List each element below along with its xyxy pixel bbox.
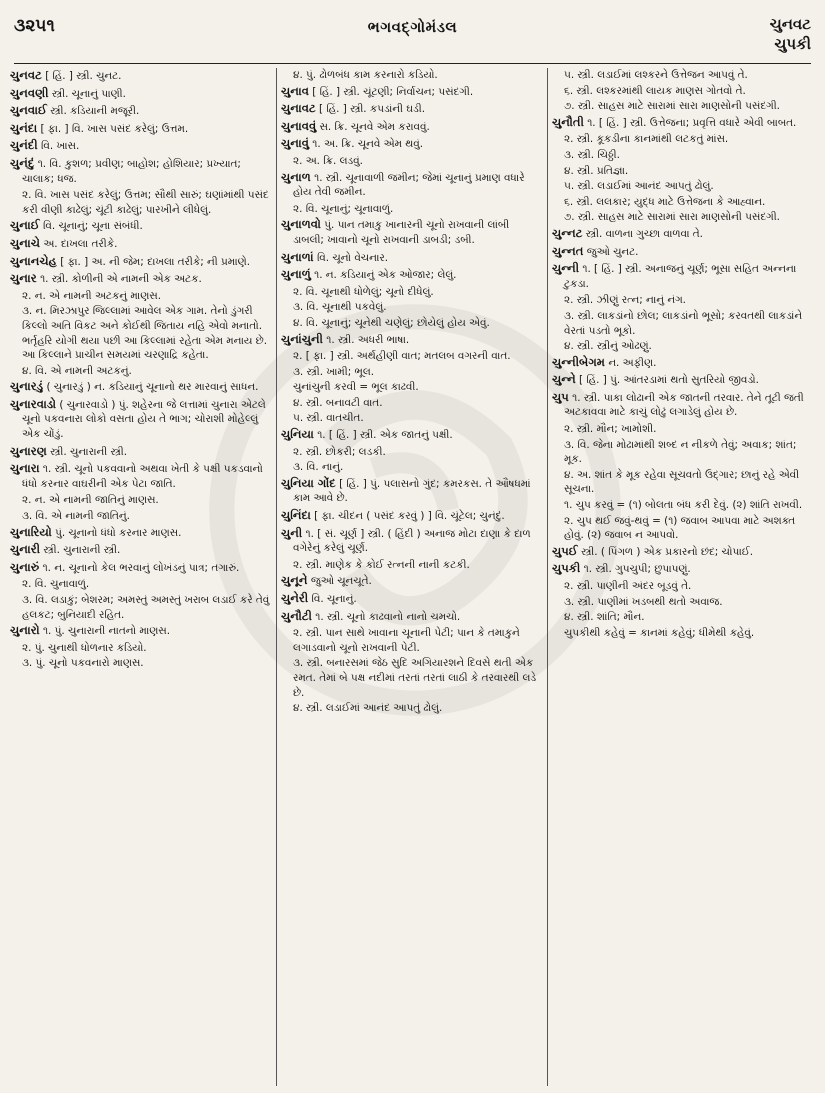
headword: ચુનૂને [281, 573, 308, 588]
definition: પું. પાન તમાકુ ખાનારની ચૂનો રાખવાની લાંબી ડાબલી; ખાવાનો ચૂનો રાખવાની ડાબડી; ડબી. [293, 219, 510, 246]
definition: અ. દાખલા તરીકે. [43, 237, 118, 250]
sense-line: ૭. સ્ત્રી. સાહસ માટે સારામાં સારા માણસોની પસંદગી. [564, 100, 780, 113]
dictionary-entry [10, 68, 272, 84]
definition: [ હિં. ] પું. પલાસનો ગુંદ; કમરકસ. તે ઔષધમાં કામ આવે છે. [293, 477, 531, 505]
definition: [ હિં. ] સ્ત્રી. કપડાંની ઘડી. [319, 103, 426, 116]
sense-line: ૩. વિ. જેના મોઢામાંથી શબ્દ ન નીકળે તેવું; અવાક; શાંત; મૂક. [564, 438, 797, 466]
dictionary-entry [10, 542, 272, 558]
definition: ૧. સ્ત્રી. પાકા લોઢાની એક જાતની તરવાર. તેને તૂટી જતી અટકાવવા માટે કાચું લોઢું લગાડેલું હોય છે. [564, 391, 804, 419]
sense-line: ૨. સ્ત્રી. પાન સાથે ખાવાના ચૂનાની પેટી; પાન કે તમાકુને લગાડવાનો ચૂનો રાખવાની પેટી. [293, 627, 520, 654]
dictionary-entry [10, 271, 272, 287]
definition: ૧. અ. ક્રિ. ચૂનવે એમ થવું. [312, 138, 424, 151]
headword: ચુનારણ [10, 443, 47, 458]
sense-line: ૫. સ્ત્રી. વાતચીત. [293, 412, 364, 425]
sense-line: ૬. સ્ત્રી. લશ્કરમાંથી લાયક માણસ ગોતવો તે. [564, 84, 746, 97]
headword: ચુનારિયો [10, 524, 52, 539]
definition: જુઓ ચૂનચૂતે. [310, 575, 372, 588]
sense-line: ચુનાંચુની કરવી = ભૂલ કાઢવી. [293, 381, 419, 394]
sense-line: ૩. સ્ત્રી. બનારસમાં જેઠ સુદિ અગિયારશને દિવસે થતી એક રમત. તેમાં બે પક્ષ નદીમાં તરતાં તરતાં લાઠી કે તરવારથી લડે છે. [293, 657, 537, 699]
headword: ચુન્નીબેગમ [552, 354, 605, 369]
sense-line: ૨. અ. ક્રિ. લડવું. [293, 154, 363, 167]
headword: ચુનવાઈ [10, 103, 47, 118]
sense-line: ૨. ચુપ થઈ જવું-થવું = (૧) જવાબ આપવા માટે અશક્ત હોવું. (૨) જવાબ ન આપવો. [564, 514, 796, 542]
dictionary-entry [10, 444, 272, 460]
definition: [ હિં. ] પું. આંતરડામાં થતો સુતરિયો જીવડો. [579, 374, 759, 387]
dictionary-entry [281, 84, 543, 100]
definition: ૧. સ્ત્રી. ચૂનો કાઢવાનો નાનો ચમચો. [315, 610, 461, 623]
dictionary-entry [281, 508, 543, 524]
definition: ૧. [ હિં. ] સ્ત્રી. ઉત્તેજના; પ્રવૃત્તિ વધારે એવી બાબત. [587, 116, 797, 129]
headword: ચુનૌટી [281, 608, 312, 623]
sense-line: ૨. વિ. ચૂનાનું; ચૂનાવાળું. [293, 202, 394, 215]
definition: વિ. ચૂનો વેચનાર. [316, 251, 389, 264]
dictionary-entry [10, 138, 272, 154]
dictionary-entry [281, 609, 543, 625]
headword: ચુનારા [10, 461, 40, 476]
sense-line: ૩. પું. ચૂનો પકવનારો માણસ. [22, 657, 144, 670]
headword: ચુનાઈ [10, 218, 40, 233]
definition: [ ફા. ] વિ. ખાસ પસંદ કરેલું; ઉત્તમ. [40, 122, 189, 135]
headword: ચુનાંચુની [281, 331, 323, 346]
dictionary-entry [281, 332, 543, 348]
dictionary-entry [10, 461, 272, 491]
sense-line: ૩. સ્ત્રી. ખામી; ભૂલ. [293, 365, 375, 378]
dictionary-entry [281, 170, 543, 200]
dictionary-entry [281, 476, 543, 506]
sense-line: ૨. સ્ત્રી. માણેક કે કોઈ રત્નની નાની કટકી. [293, 558, 470, 571]
dictionary-entry [552, 372, 815, 388]
headword: ચુનિયા [281, 427, 314, 442]
headword: ચુનાનચેહ [10, 253, 57, 268]
definition: ૧. સ્ત્રી. કોળીની એ નામની એક અટક. [40, 273, 202, 286]
dictionary-entry [10, 379, 272, 395]
headword: ચુનાવટ [281, 101, 316, 116]
dictionary-entry [552, 561, 815, 577]
column-divider [547, 68, 548, 1086]
sense-line: ૩. વિ. ચૂનાથી પકવેલું. [293, 301, 387, 314]
dictionary-entry [10, 560, 272, 576]
dictionary-entry [10, 397, 272, 442]
sense-line: ૩. સ્ત્રી. પાણીમાં ખડબથી થતો અવાજ. [564, 595, 723, 608]
definition: વિ. ચૂનાનું; ચૂના સંબંધી. [43, 220, 143, 233]
definition: ૧. [ હિં. ] સ્ત્રી. એક જાતનું પક્ષી. [317, 429, 453, 442]
sense-line: ૨. સ્ત્રી. મૌન; ખામોશી. [564, 423, 657, 436]
dictionary-entry [10, 121, 272, 137]
dictionary-entry [281, 427, 543, 443]
sense-line: ૪. પું. ઢોળબંધ કામ કરનારો કડિયો. [293, 69, 438, 81]
sense-line: ૨. ન. એ નામની જાતિનું માણસ. [22, 494, 159, 507]
sense-line: ૧. ચુપ કરવું = (૧) બોલતા બંધ કરી દેવું. (૨) શાંતિ રાખવી. [564, 499, 803, 512]
headword: ચુન્ની [552, 261, 580, 276]
headword: ચુનેરી [281, 591, 309, 605]
dictionary-entry [552, 355, 815, 371]
definition: ન. અફીણ. [608, 356, 657, 369]
dictionary-entry [10, 156, 272, 186]
dictionary-entry [10, 623, 272, 639]
definition: ( ચુનારવાડો ) પું. શહેરના જે લત્તામાં ચુનારા એટલે ચૂનો પકવનારા લોકો વસતા હોય તે ભાગ; ચોરાશી મોહેલ્લું એક ચોંડું. [22, 398, 266, 441]
definition: વિ. ચૂનાનું. [311, 593, 357, 605]
dictionary-entry [10, 254, 272, 270]
headword: ચુનારડું [10, 379, 44, 394]
headword: ચુનાચે [10, 235, 41, 250]
sense-line: ૨. સ્ત્રી. છોકરી; લડકી. [293, 445, 386, 458]
sense-line: ૪. સ્ત્રી. સ્ત્રીનું ઓઢણું. [564, 340, 652, 353]
definition: પું. ચૂનાનો ધંધો કરનાર માણસ. [55, 526, 182, 539]
sense-line: ૪. સ્ત્રી. બનાવટી વાત. [293, 396, 383, 409]
sense-line: ૨. વિ. ચુનાવાળું. [22, 578, 90, 591]
sense-line: ૪. અ. શાંત કે મૂક રહેવા સૂચવતો ઉદ્ગાર; છાનું રહે એવી સૂચના. [564, 468, 800, 496]
headword: ચુન્નટ [552, 225, 583, 240]
definition: ૧. [ સં. ચૂર્ણ ] સ્ત્રી. ( હિંદી ) અનાજ મોટા દાણા કે દાળ વગેરેનું કરેલું ચૂર્ણ. [293, 527, 531, 555]
dictionary-entry [281, 250, 543, 266]
page-number: ૩૨૫૧ [14, 16, 55, 36]
dictionary-entry [10, 236, 272, 252]
sense-line: ચુપકીથી કહેવું = કાનમાં કહેવું; ધીમેથી કહેવું. [564, 626, 755, 639]
definition: [ હિં. ] સ્ત્રી. ચુનટ. [45, 70, 122, 82]
dictionary-entry [10, 86, 272, 102]
dictionary-entry [552, 115, 815, 131]
definition: સ્ત્રી. ચુનારાની સ્ત્રી. [50, 445, 128, 458]
headword: ચુનાળવો [281, 217, 321, 232]
definition: ૧. સ્ત્રી. ગુપચુપી; છુપાપણું. [583, 563, 691, 576]
headword: ચુનાવ [281, 83, 309, 98]
dictionary-entry [281, 119, 543, 135]
sense-line: ૪. વિ. ચૂનાનું; ચૂનેથી ચણેલું; છોયેલું હોય એવું. [293, 316, 490, 329]
definition: ૧. સ્ત્રી. ચૂનો પકવવાનો અથવા ખેતી કે પક્ષી પકડવાનો ધંધો કરનાર વાઘરીની એક પેટા જાતિ. [22, 463, 263, 490]
headword: ચુનાવવું [281, 118, 317, 133]
definition: [ ફા. ચીદન ( પસંદ કરવું ) ] વિ. ચૂંટેલ; ચુનંદું. [314, 510, 505, 523]
sense-line: ૩. સ્ત્રી. ચિઠ્ઠી. [564, 148, 620, 161]
headword: ચુનવટ [10, 68, 42, 82]
dictionary-entry [10, 525, 272, 541]
sense-line: ૫. સ્ત્રી. લડાઈમાં લશ્કરને ઉત્તેજન આપવું તે. [564, 69, 748, 81]
guide-word-top: ચુનવટ [769, 15, 811, 33]
dictionary-entry [552, 390, 815, 420]
dictionary-body [10, 68, 815, 1086]
sense-line: ૪. સ્ત્રી. પ્રતિજ્ઞા. [564, 164, 629, 177]
sense-line: ૪. સ્ત્રી. લડાઈમાં આનંદ આપતું ઢોલું. [293, 702, 443, 715]
sense-line: ૨. વિ. ચૂનાથી ધોળેલું; ચૂનો દીધેલું. [293, 285, 434, 298]
sense-line: ૨. સ્ત્રી. ઝીણું રત્ન; નાનું નંગ. [564, 294, 686, 307]
sense-line: ૪. વિ. એ નામની અટકનું. [22, 364, 132, 377]
guide-words [770, 14, 811, 54]
headword: ચુનૌતી [552, 114, 584, 129]
page-header [14, 10, 811, 62]
definition: ૧. ન. કડિયાનું એક ઓજાર; લેલું. [314, 269, 457, 282]
definition: ૧. સ્ત્રી. ચૂનાવાળી જમીન; જેમાં ચૂનાનું પ્રમાણ વધારે હોય તેવી જમીન. [293, 171, 525, 199]
headword: ચુનાળ [281, 169, 311, 184]
sense-line: ૨. વિ. ખાસ પસંદ કરેલું; ઉત્તમ; સૌથી સારું; ઘણાંમાંથી પસંદ કરી વીણી કાઢેલું; ચૂંટી કાઢેલું; પારખીને લીધેલું. [22, 189, 269, 216]
dictionary-entry [281, 591, 543, 607]
definition: ૧. વિ. કુશળ; પ્રવીણ; બાહોશ; હોશિયાર; પ્રખ્યાત; ચાલાક; ધજ. [22, 157, 241, 185]
dictionary-entry [281, 573, 543, 589]
sense-line: ૭. સ્ત્રી. સાહસ માટે સારામાં સારા માણસોની પસંદગી. [564, 211, 780, 224]
headword: ચુનાળાં [281, 249, 314, 264]
sense-line: ૨. સ્ત્રી. કૂકડીના કાનમાંથી લટકતું માંસ. [564, 133, 729, 146]
definition: ૧. [ હિં. ] સ્ત્રી. અનાજનું ચૂર્ણ; ભૂસા સહિત અન્નના ટુકડા. [564, 263, 797, 290]
headword: ચુનારું [10, 559, 40, 574]
sense-line: ૬. સ્ત્રી. લલકાર; યુદ્ધ માટે ઉત્તેજના કે આહ્વાન. [564, 195, 766, 208]
definition: સ્ત્રી. ચુનારાની સ્ત્રી. [43, 544, 121, 557]
column-right [552, 68, 815, 1086]
headword: ચુનવણી [10, 85, 49, 100]
sense-line: ૪. સ્ત્રી. શાંતિ; મૌન. [564, 611, 645, 624]
headword: ચુન્નત [552, 243, 584, 258]
definition: સ્ત્રી. ( પિંગળ ) એક પ્રકારનો છંદ; ચોપાઈ. [581, 545, 754, 558]
definition: ૧. સ્ત્રી. અધરી ભાષા. [326, 333, 410, 346]
headword: ચુપકી [552, 561, 581, 576]
column-divider [276, 68, 277, 1086]
column-left [10, 68, 272, 1086]
sense-line: ૩. સ્ત્રી. લાકડાંનો છોલ; લાકડાંનો ભૂસો; કરવતથી લાકડાંને વેરતાં પડતો ભૂકો. [564, 309, 803, 337]
dictionary-entry [552, 226, 815, 242]
headword: ચુની [281, 525, 303, 540]
headword: ચુનંદી [10, 138, 38, 153]
headword: ચુપ [552, 389, 569, 404]
dictionary-entry [281, 526, 543, 556]
definition: [ હિં. ] સ્ત્રી. ચૂંટણી; નિર્વાચન; પસંદગી. [312, 85, 474, 98]
definition: સ્ત્રી. ચૂનાનું પાણી. [51, 87, 126, 100]
definition: ( ચુનારડું ) ન. કડિયાનું ચૂનાનો થર મારવાનું સાધન. [46, 381, 259, 394]
sense-line: ૨. પું. ચુનાથી ધોળનાર કડિયો. [22, 641, 147, 654]
definition: વિ. ખાસ. [41, 140, 80, 153]
dictionary-entry [552, 244, 815, 260]
headword: ચુનંદું [10, 155, 35, 170]
column-middle [281, 68, 543, 1086]
dictionary-entry [10, 103, 272, 119]
dictionary-entry [10, 218, 272, 234]
headword: ચુપઈ [552, 543, 578, 558]
dictionary-entry [552, 544, 815, 560]
definition: સ્ત્રી. વાળના ગુચ્છા વાળવા તે. [585, 227, 703, 240]
definition: સ્ત્રી. કડિયાની મજૂરી. [50, 105, 140, 118]
dictionary-entry [281, 136, 543, 152]
sense-line: ૩. વિ. એ નામની જાતિનું. [22, 510, 130, 523]
sense-line: ૩. વિ. લડાકું; બેશરમ; અમસ્તું અમસ્તું ખરાબ લડાઈ કરે તેવું હલકટ; બુનિયાદી રહિત. [22, 594, 270, 621]
sense-line: ૨. સ્ત્રી. પાણીની અંદર બૂડવું તે. [564, 580, 692, 592]
dictionary-entry [552, 261, 815, 291]
header-divider [14, 63, 811, 64]
definition: સ. ક્રિ. ચૂનવે એમ કરાવવું. [319, 120, 430, 133]
dictionary-entry [281, 101, 543, 117]
definition: ૧. ન. ચૂનાનો કેલ ભરવાનું લોખંડનું પાત્ર; તગારું. [42, 561, 240, 574]
sense-line: ૩. ન. મિરઝાપુર જિલ્લામાં આવેલ એક ગામ. તેનો ડુંગરી કિલ્લો અતિ વિકટ અને કોઈથી જિતાય નહિ એવો મનાતો. ભર્તૃહરિ યોગી થયા પછી આ કિલ્લામાં રહેતા એમ મનાય છે. આ કિલ્લાને પ્રાચીન સમયમાં ચરણાદ્રિ કહેતા. [22, 305, 268, 362]
sense-line: ૫. સ્ત્રી. લડાઈમાં આનંદ આપતું ઢોલું. [564, 180, 714, 193]
dictionary-entry [281, 217, 543, 247]
headword: ચુનિંદા [281, 508, 311, 523]
headword: ચુનારવાડો [10, 396, 57, 411]
headword: ચુનાવું [281, 136, 309, 151]
guide-word-bottom: ચુપકી [774, 35, 811, 53]
headword: ચુનંદા [10, 120, 38, 135]
headword: ચુનારી [10, 542, 41, 557]
definition: જુઓ ચુનટ. [586, 245, 639, 258]
definition: ૧. પું. ચુનારાની નાતનો માણસ. [42, 625, 171, 638]
headword: ચુનાર [10, 271, 37, 286]
page-title: ભગવદ્ગોમંડલ [367, 18, 458, 36]
sense-line: ૨. ન. એ નામની અટકનું માણસ. [22, 289, 162, 302]
definition: [ ફા. ] અ. ની જેમ; દાખલા તરીકે; ની પ્રમાણે. [60, 255, 251, 268]
headword: ચુન્ને [552, 372, 576, 387]
headword: ચુનાળું [281, 267, 311, 282]
headword: ચુનિયા ગોંદ [281, 475, 336, 490]
headword: ચુનારો [10, 623, 40, 638]
sense-line: ૨. [ ફા. ] સ્ત્રી. અર્થહીણી વાત; મતલબ વગરની વાત. [293, 350, 511, 363]
dictionary-entry [281, 267, 543, 283]
sense-line: ૩. વિ. નાનું. [293, 461, 344, 474]
